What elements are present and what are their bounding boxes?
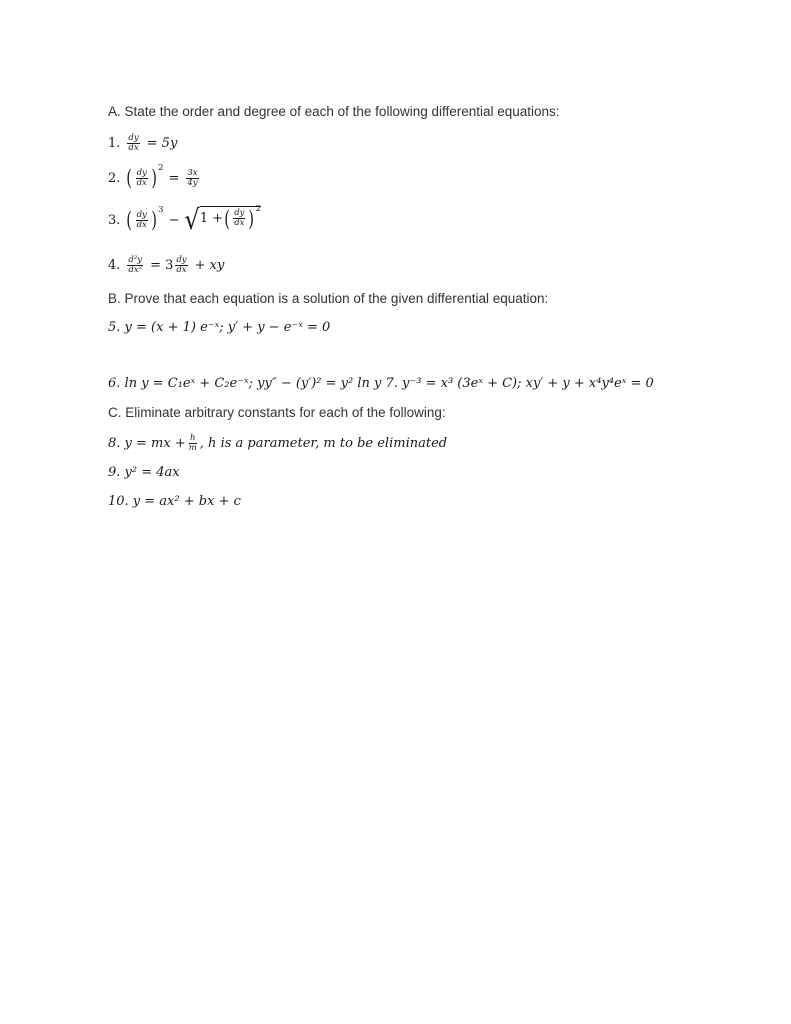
eq2-frac-num: dy <box>136 167 147 178</box>
eq4-frac-num: d²y <box>128 255 143 265</box>
eq3-rparen: ) <box>151 208 157 232</box>
eq3-frac-num: dy <box>136 209 147 220</box>
eq2-exponent: 2 <box>158 163 164 173</box>
eq2-number: 2. <box>108 170 121 186</box>
section-c-heading: C. Eliminate arbitrary constants for each of the following: <box>108 405 446 420</box>
eq3-inner-lparen: ( <box>224 206 230 231</box>
eq1-fraction <box>127 134 139 153</box>
radical-sign-icon: √ <box>184 203 200 237</box>
eq3-fraction <box>136 211 148 230</box>
eq3-frac-den: dx <box>136 219 147 230</box>
eq3-inner-frac-den: dx <box>234 218 245 228</box>
equation-4 <box>108 256 229 275</box>
equation-9: 9. y² = 4ax <box>108 465 180 480</box>
eq1-rest: = 5y <box>146 136 178 151</box>
section-b-heading: B. Prove that each equation is a solution of the given differential equation: <box>108 291 549 306</box>
eq1-frac-den: dx <box>128 143 139 153</box>
eq2-fraction <box>136 169 148 188</box>
eq8-frac-den: m <box>188 443 197 453</box>
eq8-pre: 8. y = mx + <box>108 436 186 451</box>
eq4-equals-three: = 3 <box>150 258 174 273</box>
eq2-equals: = <box>168 170 180 186</box>
eq3-minus: − <box>168 212 180 228</box>
equation-6-7: 6. ln y = C₁eˣ + C₂e⁻ˣ; yy″ − (y′)² = y² ln y 7. y⁻³ = x³ (3eˣ + C); xy′ + y + x⁴y⁴eˣ = 0 <box>108 376 654 391</box>
eq2-lparen: ( <box>126 166 133 190</box>
eq1-number: 1. <box>108 136 121 151</box>
eq4-frac-den: dx² <box>128 265 143 275</box>
eq3-inner-rparen: ) <box>248 206 255 231</box>
eq3-radicand <box>199 203 262 231</box>
eq2-rhs-den: 4y <box>187 177 198 188</box>
equation-8 <box>108 434 447 453</box>
eq2-rparen: ) <box>151 166 157 190</box>
eq3-square-root <box>184 203 262 237</box>
eq3-inner-frac-num: dy <box>234 208 245 218</box>
eq2-rhs-fraction <box>186 169 198 188</box>
eq4-fraction-2 <box>175 256 187 275</box>
eq3-exponent-1: 3 <box>158 205 164 215</box>
eq2-rhs-num: 3x <box>187 167 198 178</box>
section-a-heading: A. State the order and degree of each of the following differential equations: <box>108 104 560 119</box>
equation-2 <box>108 163 201 190</box>
eq8-post: , h is a parameter, m to be eliminated <box>199 436 448 451</box>
eq3-inner-fraction <box>233 209 245 228</box>
eq4-frac2-num: dy <box>176 255 187 265</box>
eq4-fraction <box>127 256 143 275</box>
eq3-number: 3. <box>108 212 121 228</box>
eq1-frac-num: dy <box>128 133 139 143</box>
equation-5: 5. y = (x + 1) e⁻ˣ; y′ + y − e⁻ˣ = 0 <box>108 320 331 335</box>
eq4-frac2-den: dx <box>176 265 187 275</box>
equation-10: 10. y = ax² + bx + c <box>108 494 241 509</box>
equation-1 <box>108 134 182 153</box>
eq3-exponent-2: 2 <box>255 203 262 214</box>
eq4-rest: + xy <box>194 258 225 273</box>
eq4-number: 4. <box>108 258 121 273</box>
eq2-frac-den: dx <box>136 177 147 188</box>
equation-3 <box>108 203 262 237</box>
eq3-one-plus: 1 + <box>199 211 223 226</box>
eq3-lparen: ( <box>126 208 133 232</box>
eq8-frac-num: h <box>190 433 196 443</box>
eq8-fraction <box>188 434 198 453</box>
